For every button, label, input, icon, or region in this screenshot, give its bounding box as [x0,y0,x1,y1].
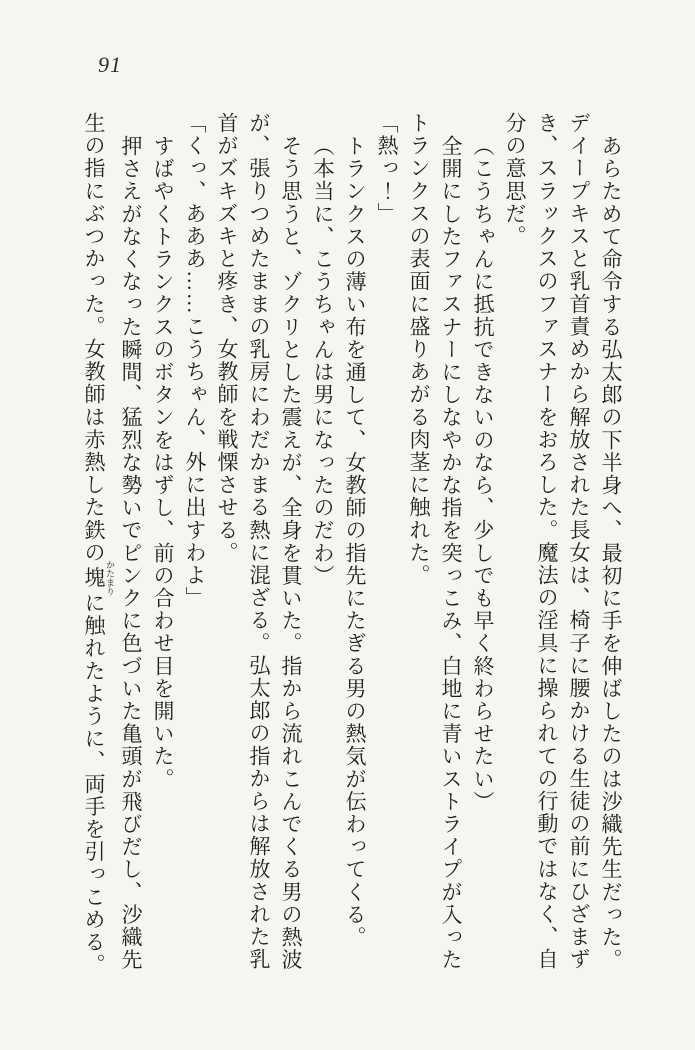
text-line: 首がズキズキと疼き、女教師を戦慄させる。 [215,112,239,564]
text-line: そう思うと、ゾクリとした震えが、全身を貫いた。指から流れこんでくる男の熱波 [279,134,303,971]
text-line: （こうちゃんに抵抗できないのなら、少しでも早く終わらせたい） [471,134,495,813]
text-line: が、張りつめたままの乳房にわだかまる熱に混ざる。弘太郎の指からは解放された乳 [247,112,271,971]
text-line: トランクスの表面に盛りあがる肉茎に触れた。 [407,112,431,587]
text-line: 分の意思だ。 [503,112,527,248]
text-line: 生の指にぶつかった。女教師は赤熱した鉄の塊 かたまりに触れたように、両手を引っこめる。 [82,112,115,977]
text-line: （本当に、こうちゃんは男になったのだわ） [311,134,335,587]
text-line: 押さえがなくなった瞬間、猛烈な勢いでピンクに色づいた亀頭が飛びだし、沙織先 [119,134,143,971]
text-line: トランクスの薄い布を通して、女教師の指先にたぎる男の熱気が伝わってくる。 [343,134,367,949]
page-number: 91 [98,52,122,77]
text-line: すばやくトランクスのボタンをはずし、前の合わせ目を開いた。 [151,134,175,790]
text-line: 全開にしたファスナーにしなやかな指を突っこみ、白地に青いストライプが入った [439,134,463,971]
text-line: 「熱っ！」 [375,112,399,225]
text-line: デイープキスと乳首責めから解放された長女は、椅子に腰かける生徒の前にひざまず [567,112,591,971]
page-text-block [78,112,627,984]
ruby-annotated-word: 塊 かたまり [82,560,115,596]
text-line: あらためて命令する弘太郎の下半身へ、最初に手を伸ばしたのは沙織先生だった。 [599,134,623,971]
text-line: 「くっ、あああ……こうちゃん、外に出すわよ」 [183,112,207,610]
text-line: き、スラックスのファスナーをおろした。魔法の淫具に操られての行動ではなく、自 [535,112,559,971]
